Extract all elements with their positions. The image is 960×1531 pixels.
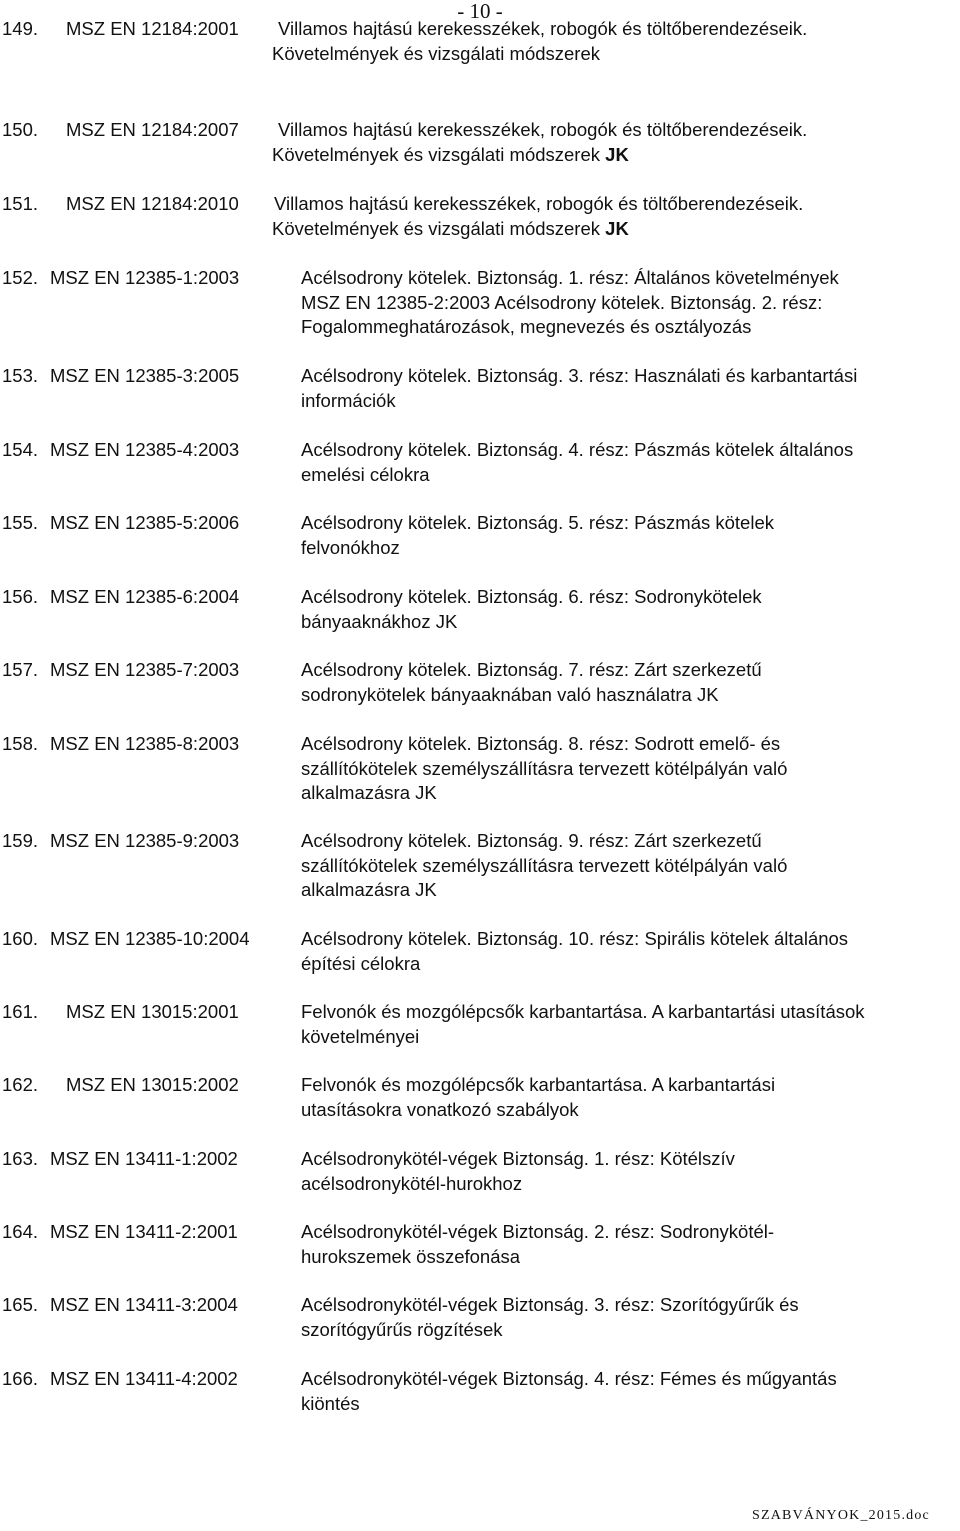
item-number: 162. — [2, 1074, 39, 1095]
item-number: 158. — [2, 733, 39, 754]
title-text: Acélsodrony kötelek. Biztonság. 9. rész: Zárt szerkezetű — [301, 830, 762, 851]
standard-title — [301, 658, 762, 707]
title-text: Követelmények és vizsgálati módszerek — [272, 143, 601, 165]
item-number: 164. — [2, 1221, 39, 1242]
title-line — [272, 42, 807, 67]
title-text: MSZ EN 12385-2:2003 Acélsodrony kötelek. Biztonság. 2. rész: — [301, 291, 823, 313]
title-line — [301, 1025, 865, 1050]
page-number: - 10 - — [457, 0, 503, 23]
title-text: bányaaknákhoz JK — [301, 610, 458, 632]
title-line — [301, 1000, 865, 1025]
title-line — [301, 1147, 735, 1172]
item-number: 152. — [2, 267, 39, 288]
title-text: emelési célokra — [301, 463, 430, 485]
standard-title — [272, 17, 808, 66]
title-text: Villamos hajtású kerekesszékek, robogók és töltőberendezéseik. — [278, 18, 808, 39]
title-text: Felvonók és mozgólépcsők karbantartása. A karbantartási — [301, 1074, 776, 1095]
title-text: Villamos hajtású kerekesszékek, robogók és töltőberendezéseik. — [278, 119, 808, 140]
standard-code: MSZ EN 13411-2:2001 — [50, 1221, 238, 1242]
standard-code: MSZ EN 12385-4:2003 — [50, 439, 240, 460]
standard-code: MSZ EN 12184:2007 — [66, 119, 239, 140]
title-line — [301, 463, 853, 488]
title-text: Acélsodrony kötelek. Biztonság. 7. rész: Zárt szerkezetű — [301, 659, 762, 680]
title-line — [301, 757, 787, 782]
title-text: utasításokra vonatkozó szabályok — [301, 1098, 579, 1120]
item-number: 151. — [2, 193, 39, 214]
title-line — [301, 1318, 799, 1343]
standard-title — [301, 1000, 865, 1049]
title-line — [278, 17, 807, 42]
title-text: Acélsodrony kötelek. Biztonság. 8. rész: Sodrott emelő- és — [301, 733, 781, 754]
title-line — [301, 1245, 774, 1270]
title-text: Acélsodronykötél-végek Biztonság. 3. rész: Szorítógyűrűk és — [301, 1294, 799, 1315]
title-text: Acélsodrony kötelek. Biztonság. 5. rész: Pászmás kötelek — [301, 512, 774, 533]
item-number: 154. — [2, 439, 39, 460]
item-number: 149. — [2, 18, 39, 39]
standard-title — [301, 829, 787, 903]
standard-title — [301, 1073, 775, 1122]
title-text: alkalmazásra JK — [301, 879, 437, 900]
item-number: 166. — [2, 1368, 39, 1389]
standard-title — [301, 1367, 837, 1416]
title-line — [301, 266, 839, 291]
title-line — [301, 1392, 837, 1417]
standard-code: MSZ EN 13411-1:2002 — [50, 1148, 238, 1169]
title-line — [301, 952, 848, 977]
title-line — [301, 1367, 837, 1392]
title-line — [272, 217, 803, 242]
standard-code: MSZ EN 13015:2002 — [66, 1074, 239, 1095]
title-text: Követelmények és vizsgálati módszerek — [272, 42, 601, 64]
title-text: Követelmények és vizsgálati módszerek — [272, 217, 601, 239]
title-text: Acélsodronykötél-végek Biztonság. 4. rész: Fémes és műgyantás — [301, 1368, 837, 1389]
standard-code: MSZ EN 12385-3:2005 — [50, 365, 240, 386]
standard-code: MSZ EN 12385-8:2003 — [50, 733, 240, 754]
standard-title — [301, 438, 853, 487]
title-text: szállítókötelek személyszállításra tervezett kötélpályán való — [301, 757, 788, 779]
title-line — [301, 438, 853, 463]
title-line — [301, 1293, 799, 1318]
standard-title — [301, 1293, 799, 1342]
title-line — [301, 732, 787, 757]
title-line — [301, 536, 774, 561]
title-line — [272, 143, 807, 168]
title-line — [301, 1220, 774, 1245]
standard-title — [272, 118, 808, 167]
title-line — [301, 781, 787, 806]
title-line — [278, 118, 807, 143]
title-text: Acélsodrony kötelek. Biztonság. 6. rész: Sodronykötelek — [301, 586, 762, 607]
title-line — [301, 315, 839, 340]
footer-filename: SZABVÁNYOK_2015.doc — [752, 1508, 930, 1523]
standard-title — [301, 927, 848, 976]
title-text: szorítógyűrűs rögzítések — [301, 1318, 503, 1340]
title-line — [301, 364, 857, 389]
item-number: 159. — [2, 830, 39, 851]
standard-code: MSZ EN 12385-1:2003 — [50, 267, 240, 288]
standard-code: MSZ EN 13015:2001 — [66, 1001, 239, 1022]
item-number: 165. — [2, 1294, 39, 1315]
title-line — [301, 585, 762, 610]
title-text: Acélsodrony kötelek. Biztonság. 3. rész: Használati és karbantartási — [301, 365, 858, 386]
item-number: 157. — [2, 659, 39, 680]
standard-code: MSZ EN 12184:2010 — [66, 193, 239, 214]
title-line — [301, 854, 787, 879]
standard-title — [301, 732, 787, 806]
title-line — [301, 1073, 775, 1098]
title-text: építési célokra — [301, 952, 421, 974]
title-text: követelményei — [301, 1025, 420, 1047]
title-text: Acélsodronykötél-végek Biztonság. 1. rész: Kötélszív — [301, 1148, 735, 1169]
standard-title — [301, 364, 857, 413]
title-line — [301, 1098, 775, 1123]
title-line — [301, 1172, 735, 1197]
title-line — [301, 511, 774, 536]
standard-title — [301, 585, 762, 634]
jk-marker: JK — [605, 143, 629, 165]
title-text: acélsodronykötél-hurokhoz — [301, 1172, 523, 1194]
title-text: alkalmazásra JK — [301, 782, 437, 803]
item-number: 160. — [2, 928, 39, 949]
title-line — [274, 192, 803, 217]
title-line — [301, 291, 839, 316]
jk-marker: JK — [605, 217, 629, 239]
standard-code: MSZ EN 12385-6:2004 — [50, 586, 240, 607]
standard-title — [301, 266, 839, 340]
title-line — [301, 927, 848, 952]
title-line — [301, 658, 762, 683]
title-text: felvonókhoz — [301, 536, 400, 558]
title-line — [301, 389, 857, 414]
title-line — [301, 683, 762, 708]
title-text: Acélsodronykötél-végek Biztonság. 2. rész: Sodronykötél- — [301, 1221, 775, 1242]
title-text: Fogalommeghatározások, megnevezés és osztályozás — [301, 316, 752, 337]
standard-code: MSZ EN 13411-3:2004 — [50, 1294, 238, 1315]
item-number: 150. — [2, 119, 39, 140]
standard-code: MSZ EN 12385-7:2003 — [50, 659, 240, 680]
item-number: 161. — [2, 1001, 39, 1022]
standard-code: MSZ EN 12385-9:2003 — [50, 830, 240, 851]
item-number: 153. — [2, 365, 39, 386]
title-line — [301, 610, 762, 635]
standard-title — [301, 1147, 735, 1196]
title-text: kiöntés — [301, 1392, 360, 1414]
standard-code: MSZ EN 12385-5:2006 — [50, 512, 240, 533]
title-text: információk — [301, 389, 396, 411]
title-text: Acélsodrony kötelek. Biztonság. 4. rész: Pászmás kötelek általános — [301, 439, 854, 460]
item-number: 163. — [2, 1148, 39, 1169]
title-text: Felvonók és mozgólépcsők karbantartása. A karbantartási utasítások — [301, 1001, 865, 1022]
item-number: 155. — [2, 512, 39, 533]
standard-code: MSZ EN 13411-4:2002 — [50, 1368, 238, 1389]
title-text: szállítókötelek személyszállításra tervezett kötélpályán való — [301, 854, 788, 876]
item-number: 156. — [2, 586, 39, 607]
standard-code: MSZ EN 12385-10:2004 — [50, 928, 250, 949]
standard-title — [274, 192, 803, 241]
title-text: sodronykötelek bányaaknában való használatra JK — [301, 683, 719, 705]
standard-title — [301, 511, 774, 560]
standard-code: MSZ EN 12184:2001 — [66, 18, 239, 39]
standard-title — [301, 1220, 774, 1269]
title-text: Acélsodrony kötelek. Biztonság. 1. rész: Általános követelmények — [301, 267, 839, 288]
title-text: Villamos hajtású kerekesszékek, robogók és töltőberendezéseik. — [274, 193, 804, 214]
title-text: Acélsodrony kötelek. Biztonság. 10. rész: Spirális kötelek általános — [301, 928, 849, 949]
title-line — [301, 829, 787, 854]
title-text: hurokszemek összefonása — [301, 1245, 521, 1267]
title-line — [301, 878, 787, 903]
